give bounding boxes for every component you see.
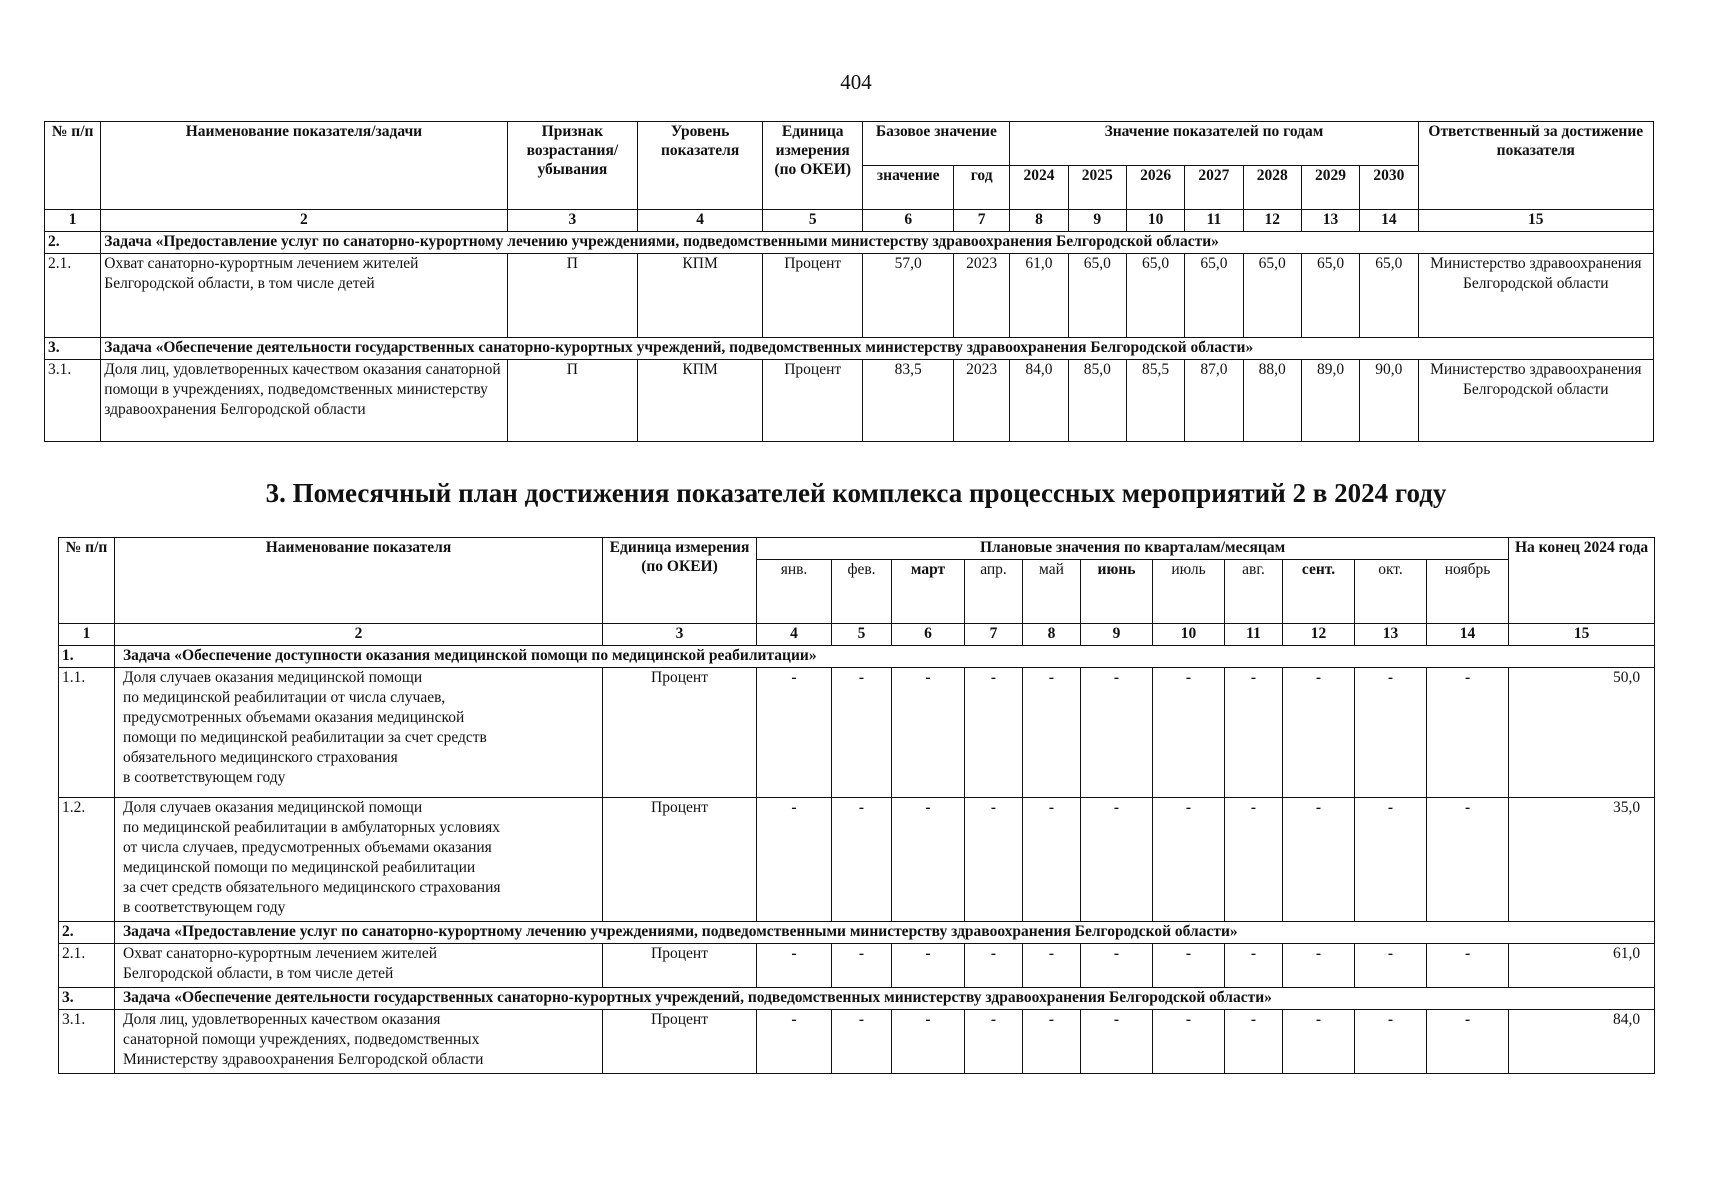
col-level-header: Уровень показателя [638,122,763,210]
month-value: - [965,668,1023,798]
indicator-name-line: за счет средств обязательного медицинского страхования [123,879,501,896]
month-value: - [1081,798,1153,922]
index-cell: 11 [1185,210,1243,232]
year-value: 84,0 [1010,360,1068,442]
col-month-header: апр. [965,560,1023,624]
table-row [59,798,1655,922]
year-value: 65,0 [1126,254,1184,338]
month-value: - [1225,1010,1283,1074]
month-value: - [1355,1010,1427,1074]
index-cell: 9 [1068,210,1126,232]
task-row [59,646,1655,668]
index-cell: 4 [638,210,763,232]
month-value: - [832,798,892,922]
index-cell: 6 [863,210,954,232]
month-value: - [757,798,832,922]
task-row [45,232,1654,254]
row-number: 2.1. [45,254,101,338]
table-row [59,944,1655,988]
month-value: - [1283,1010,1355,1074]
year-value: 65,0 [1185,254,1243,338]
col-month-header: сент. [1283,560,1355,624]
index-cell: 5 [762,210,863,232]
indicator-name-line: обязательного медицинского страхования [123,749,398,766]
index-cell: 8 [1023,624,1081,646]
month-value: - [1355,798,1427,922]
col-name-header: Наименование показателя/задачи [101,122,507,210]
indicator-unit: Процент [762,254,863,338]
task-title: Задача «Предоставление услуг по санаторно-курортному лечению учреждениями, подведомственными министерству здравоохранения Белгородской области» [115,922,1655,944]
col-plan-group-header: Плановые значения по кварталам/месяцам [757,538,1509,560]
indicator-sign: П [507,360,638,442]
index-cell: 10 [1153,624,1225,646]
index-cell: 3 [507,210,638,232]
month-value: - [1225,668,1283,798]
indicator-name [115,668,603,798]
year-value: 88,0 [1243,360,1301,442]
task-row [59,922,1655,944]
month-value: - [965,1010,1023,1074]
col-month-header: ноябрь [1427,560,1509,624]
month-value: - [892,668,965,798]
indicators-table [44,121,1654,442]
month-value: - [1427,668,1509,798]
indicator-unit: Процент [762,360,863,442]
responsible: Министерство здравоохранения Белгородской области [1418,254,1653,338]
month-value: - [1283,944,1355,988]
page-number: 404 [840,70,872,94]
col-sign-header: Признак возрастания/ убывания [507,122,638,210]
index-cell: 14 [1360,210,1418,232]
indicator-name-line: Белгородской области, в том числе детей [123,965,394,982]
index-cell: 6 [892,624,965,646]
col-year-header: 2027 [1185,166,1243,210]
col-base-year-header: год [953,166,1009,210]
indicator-name-line: в соответствующем году [123,769,286,786]
index-cell: 4 [757,624,832,646]
col-year-header: 2028 [1243,166,1301,210]
year-value: 65,0 [1068,254,1126,338]
year-value: 65,0 [1360,254,1418,338]
base-year: 2023 [953,254,1009,338]
month-value: - [757,944,832,988]
col-responsible-header: Ответственный за достижение показателя [1418,122,1653,210]
month-value: - [1225,798,1283,922]
col-year-header: 2025 [1068,166,1126,210]
task-number: 3. [59,988,115,1010]
index-cell: 9 [1081,624,1153,646]
task-row [59,988,1655,1010]
index-cell: 7 [965,624,1023,646]
index-cell: 15 [1418,210,1653,232]
task-row [45,338,1654,360]
row-number: 1.1. [59,668,115,798]
year-value: 65,0 [1243,254,1301,338]
index-row [59,624,1655,646]
indicator-name: Доля лиц, удовлетворенных качеством оказания санаторной помощи в учреждениях, подведомственных министерству здравоохранения Белгородской области [101,360,507,442]
index-cell: 1 [59,624,115,646]
year-value: 65,0 [1301,254,1359,338]
index-cell: 11 [1225,624,1283,646]
indicator-name-line: помощи по медицинской реабилитации за счет средств [123,729,487,746]
month-value: - [1153,1010,1225,1074]
indicator-name-line: Доля лиц, удовлетворенных качеством оказания [123,1011,441,1028]
index-cell: 3 [603,624,757,646]
index-cell: 2 [101,210,507,232]
col-end-header: На конец 2024 года [1509,538,1655,624]
year-value: 89,0 [1301,360,1359,442]
task-title: Задача «Обеспечение деятельности государственных санаторно-курортных учреждений, подведомственных министерству здравоохранения Белгородской области» [115,988,1655,1010]
month-value: - [757,668,832,798]
col-base-value-header: значение [863,166,954,210]
index-cell: 8 [1010,210,1068,232]
month-value: - [1355,668,1427,798]
indicator-name-line: предусмотренных объемами оказания медицинской [123,709,465,726]
col-month-header: янв. [757,560,832,624]
month-value: - [965,798,1023,922]
col-year-header: 2029 [1301,166,1359,210]
row-number: 3.1. [59,1010,115,1074]
indicator-name-line: Охват санаторно-курортным лечением жителей [123,945,438,962]
col-unit-header: Единица измерения (по ОКЕИ) [603,538,757,624]
month-value: - [832,668,892,798]
task-number: 2. [45,232,101,254]
indicator-unit: Процент [603,668,757,798]
section-title: 3. Помесячный план достижения показателей комплекса процессных мероприятий 2 в 2024 году [265,478,1447,508]
month-value: - [1225,944,1283,988]
indicator-name-line: по медицинской реабилитации от числа случаев, [123,689,446,706]
col-year-header: 2024 [1010,166,1068,210]
col-month-header: март [892,560,965,624]
index-row [45,210,1654,232]
col-month-header: июль [1153,560,1225,624]
end-of-year-value: 50,0 [1509,668,1655,798]
month-value: - [757,1010,832,1074]
monthly-plan-table [58,537,1655,1074]
month-value: - [1081,944,1153,988]
year-value: 85,5 [1126,360,1184,442]
month-value: - [1153,798,1225,922]
month-value: - [1023,798,1081,922]
index-cell: 13 [1301,210,1359,232]
year-value: 85,0 [1068,360,1126,442]
col-year-header: 2030 [1360,166,1418,210]
col-unit-header: Единица измерения (по ОКЕИ) [762,122,863,210]
month-value: - [1153,944,1225,988]
month-value: - [1427,944,1509,988]
month-value: - [892,944,965,988]
col-name-header: Наименование показателя [115,538,603,624]
indicator-name [115,798,603,922]
row-number: 2.1. [59,944,115,988]
table-row [45,360,1654,442]
indicator-name-line: в соответствующем году [123,899,286,916]
index-cell: 14 [1427,624,1509,646]
indicator-name-line: Доля случаев оказания медицинской помощи [123,799,423,816]
end-of-year-value: 84,0 [1509,1010,1655,1074]
indicator-name-line: по медицинской реабилитации в амбулаторных условиях [123,819,500,836]
index-cell: 12 [1283,624,1355,646]
year-value: 90,0 [1360,360,1418,442]
indicator-name [115,944,603,988]
index-cell: 15 [1509,624,1655,646]
indicator-level: КПМ [638,254,763,338]
month-value: - [1023,944,1081,988]
indicator-name-line: санаторной помощи учреждениях, подведомственных [123,1031,480,1048]
month-value: - [1153,668,1225,798]
indicator-name [115,1010,603,1074]
month-value: - [832,944,892,988]
index-cell: 13 [1355,624,1427,646]
index-cell: 12 [1243,210,1301,232]
indicator-unit: Процент [603,1010,757,1074]
index-cell: 7 [953,210,1009,232]
table-row [59,668,1655,798]
col-years-group-header: Значение показателей по годам [1010,122,1418,166]
index-cell: 1 [45,210,101,232]
monthly-plan-body [59,646,1655,1074]
month-value: - [1427,798,1509,922]
month-value: - [892,798,965,922]
year-value: 87,0 [1185,360,1243,442]
year-value: 61,0 [1010,254,1068,338]
col-num-header: № п/п [45,122,101,210]
month-value: - [1081,668,1153,798]
row-number: 1.2. [59,798,115,922]
month-value: - [965,944,1023,988]
indicator-name-line: от числа случаев, предусмотренных объемами оказания [123,839,492,856]
month-value: - [1081,1010,1153,1074]
month-value: - [1355,944,1427,988]
month-value: - [1283,668,1355,798]
table-row [59,1010,1655,1074]
task-title: Задача «Обеспечение доступности оказания медицинской помощи по медицинской реабилитации» [115,646,1655,668]
col-month-header: июнь [1081,560,1153,624]
month-value: - [1427,1010,1509,1074]
month-value: - [1023,668,1081,798]
month-value: - [832,1010,892,1074]
index-cell: 2 [115,624,603,646]
indicator-unit: Процент [603,798,757,922]
col-month-header: авг. [1225,560,1283,624]
end-of-year-value: 35,0 [1509,798,1655,922]
col-num-header: № п/п [59,538,115,624]
index-cell: 10 [1126,210,1184,232]
task-number: 2. [59,922,115,944]
col-base-header: Базовое значение [863,122,1010,166]
row-number: 3.1. [45,360,101,442]
task-title: Задача «Предоставление услуг по санаторно-курортному лечению учреждениями, подведомственными министерству здравоохранения Белгородской области» [101,232,1654,254]
month-value: - [1023,1010,1081,1074]
col-month-header: окт. [1355,560,1427,624]
month-value: - [1283,798,1355,922]
col-year-header: 2026 [1126,166,1184,210]
end-of-year-value: 61,0 [1509,944,1655,988]
col-month-header: фев. [832,560,892,624]
index-cell: 5 [832,624,892,646]
indicator-unit: Процент [603,944,757,988]
month-value: - [892,1010,965,1074]
task-number: 1. [59,646,115,668]
indicator-name-line: Министерству здравоохранения Белгородской области [123,1051,484,1068]
base-value: 83,5 [863,360,954,442]
base-value: 57,0 [863,254,954,338]
indicator-name-line: Доля случаев оказания медицинской помощи [123,669,423,686]
indicator-name: Охват санаторно-курортным лечением жителей Белгородской области, в том числе детей [101,254,507,338]
base-year: 2023 [953,360,1009,442]
indicator-level: КПМ [638,360,763,442]
indicator-sign: П [507,254,638,338]
col-month-header: май [1023,560,1081,624]
indicator-name-line: медицинской помощи по медицинской реабилитации [123,859,476,876]
task-title: Задача «Обеспечение деятельности государственных санаторно-курортных учреждений, подведомственных министерству здравоохранения Белгородской области» [101,338,1654,360]
table-row [45,254,1654,338]
task-number: 3. [45,338,101,360]
responsible: Министерство здравоохранения Белгородской области [1418,360,1653,442]
